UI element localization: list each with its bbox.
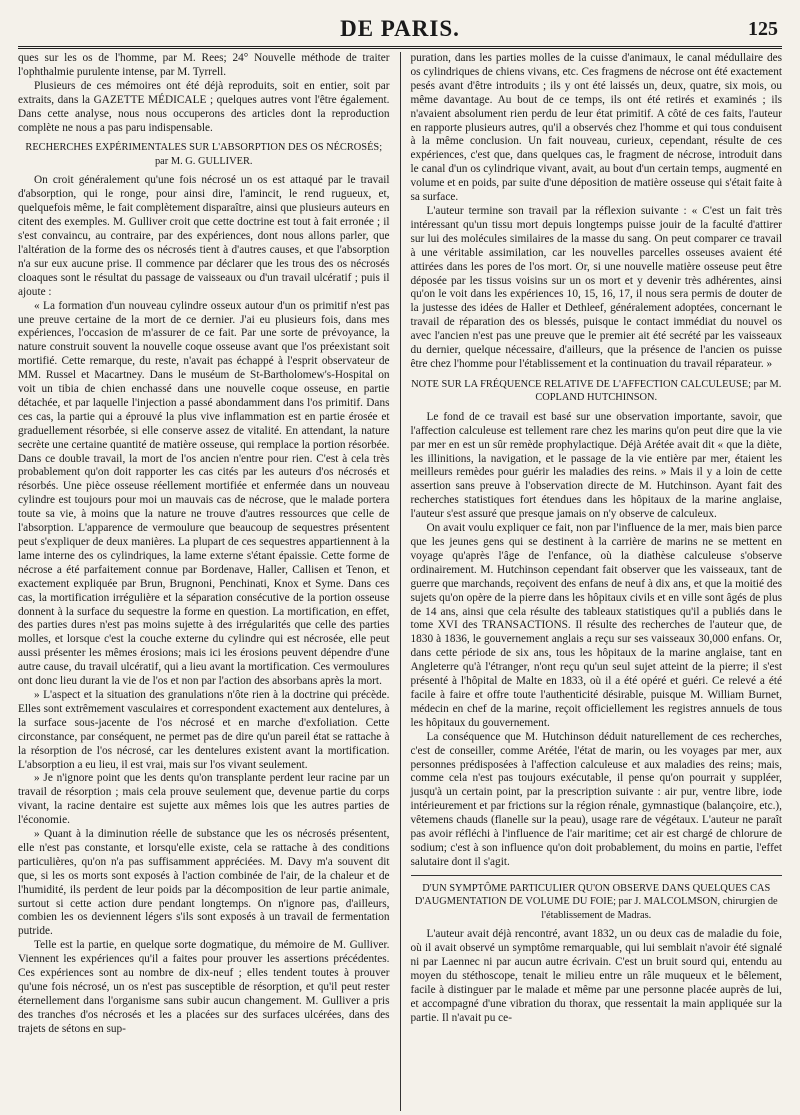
- page-header: [18, 10, 782, 49]
- paragraph: Plusieurs de ces mémoires ont été déjà reproduits, soit en entier, soit par extraits, dans la GAZETTE MÉDICALE ; quelques autres vont l'être également. Dans cette analyse, nous nous occuperons des articles dont la reproduction complète ne nous a pas paru indispensable.: [18, 79, 390, 134]
- paragraph: » Je n'ignore point que les dents qu'on transplante perdent leur racine par un travail de résorption ; mais cela prouve seulement que, devenue partie du corps vivant, la racine dentaire est sujette aux mêmes lois que les autres parties de l'économie.: [18, 772, 390, 827]
- text-columns: [18, 52, 782, 1111]
- paragraph: L'auteur termine son travail par la réflexion suivante : « C'est un fait très intéressant qu'un tissu mort depuis longtemps puisse jouir de la faculté d'attirer sur lui des molécules similaires de la masse du sang. On peut comparer ce travail à une véritable assimilation, car les nouvelles parcelles osseuses avaient été attirées dans les pores de l'os mort. Or, si une nouvelle matière osseuse peut être déposée par les tissus voisins sur un os mort et y devenir très adhérentes, ainsi qu'on le voit dans les expériences 10, 15, 16, 17, il nous sera permis de douter de la justesse des idées de Haller et Dethleef, généralement adoptées, concernant le travail de réparation des os blessés, puisque le contact immédiat du nouvel os avec l'ancien n'est pas une preuve que le premier ait été secrété par les vaisseaux du dernier, quelque nécessaire, d'ailleurs, que la présence de l'ancien os puisse être chez l'homme pour l'établissement et la continuation du travail réparateur. »: [410, 204, 782, 370]
- page-number: 125: [748, 18, 778, 40]
- divider: [411, 875, 783, 876]
- right-column: [400, 52, 783, 1111]
- paragraph: La conséquence que M. Hutchinson déduit naturellement de ces recherches, c'est de conseiller, comme Arétée, l'état de marin, ou les voyages par mer, aux personnes prédisposées à l'affection calculeuse et aux maladies des reins; mais, comme cela n'est pas toujours exécutable, il pense qu'on pourrait y suppléer, jusqu'à un certain point, par la prescription suivante : air pur, ventre libre, iode intérieurement et par frictions sur la région rénale, gymnastique (balançoire, etc.), vêtemens chauds (flanelle sur la peau), usage rare de végétaux. L'auteur ne paraît pas avoir réfléchi à l'influence de l'air maritime; cet air est chargé de chlorure de sodium; c'est à son influence qu'on doit probablement, du moins en partie, l'effet salutaire dont il s'agit.: [410, 730, 782, 868]
- paragraph: L'auteur avait déjà rencontré, avant 1832, un ou deux cas de maladie du foie, où il avait observé un symptôme remarquable, qui lui semblait n'avoir été signalé ni par Laennec ni par aucun autre écrivain. C'est un bruit sourd qui, entendu au moyen du stéthoscope, tenait le milieu entre un râle muqueux et le bêlement, facile à distinguer par le malade et même par une personne placée auprès de lui, et accompagné d'une vibration du thorax, que ressentait la main appliquée sur la partie. Il n'avait pu ce-: [410, 928, 782, 1024]
- section-title: [411, 882, 783, 923]
- paragraph: On croit généralement qu'une fois nécrosé un os est attaqué par le travail d'absorption, qui le ronge, pour ainsi dire, l'amincit, le rend rugueux, et, quelquefois même, le fait complètement disparaître, ainsi que plusieurs auteurs en citent des exemples. M. Gulliver croit que cette doctrine est tout à fait erronée ; il s'est convaincu, au contraire, par des expériences, dont nous allons parler, que l'altération de la forme des os nécrosés tient à d'autres causes, et que l'absorption n'a sur eux aucune prise. Il commence par déclarer que les trous des os nécrosés cloaques sont le résultat du passage de vaisseaux ou d'un travail ulcératif ; puis il ajoute :: [18, 174, 390, 298]
- paragraph: Le fond de ce travail est basé sur une observation importante, savoir, que l'affection calculeuse est tellement rare chez les marins qu'on peut dire que la vie par mer en est un sûr remède prophylactique. Déjà Arétée avait dit « que la diète, les illinitions, la navigation, et le passage de la vie entière par mer, étaient les meilleurs remèdes pour guérir les maladies des reins. » Mais il y a loin de cette assertion sans preuve à l'observation directe de M. Hutchinson. Ayant fait des recherches statistiques fort étendues dans les hôpitaux de la marine anglaise, l'auteur s'est assuré que presque jamais on n'y observe de calculeux.: [410, 410, 782, 521]
- paragraph: » L'aspect et la situation des granulations n'ôte rien à la doctrine qui précède. Elles sont extrêmement vasculaires et correspondent exactement aux dentelures, à la surface sous-jacente de l'os nécrosé et en marche d'exfoliation. Cette circonstance, par conséquent, ne permet pas de dire qu'un pareil état se rattache à la résorption de l'os nécrosé, car les dentelures existent avant la mortification. L'absorption a eu lieu, il est vrai, mais sur l'os vivant seulement.: [18, 688, 390, 771]
- paragraph: » Quant à la diminution réelle de substance que les os nécrosés présentent, elle n'est pas constante, et lorsqu'elle existe, cela se rattache à des conditions particulières, qu'on n'a pas suffisamment appréciées. M. Davy m'a souvent dit que, si les os morts sont exposés à l'action combinée de l'air, de la chaleur et de l'humidité, ils perdent de leur poids par la décomposition de leur partie animale, surtout si cette action dure pendant longtemps. On n'ignore pas, d'ailleurs, combien les os deviennent légers s'ils sont exposés à un travail de fermentation putride.: [18, 828, 390, 938]
- paragraph: « La formation d'un nouveau cylindre osseux autour d'un os primitif n'est pas une preuve certaine de la mort de ce dernier. J'ai eu plusieurs fois, dans mes expériences, l'occasion de m'assurer de ce fait. Par une sorte de prévoyance, la nature construit souvent la nouvelle coque osseuse avant que l'os préexistant soit mortifié. Cette remarque, du reste, n'avait pas échappé à l'esprit observateur de MM. Russel et Macartney. Dans le muséum de St-Bartholomew's-Hospital on voit un tibia de chien enchassé dans une nouvelle coque osseuse, en partie détachée, et par laquelle l'injection a passé abondamment dans l'os primitif. Dans ces cas, la partie qui a éprouvé la plus vive inflammation est en partie érosée et graduellement résorbée, si elle conserve assez de vitalité. En attendant, la nature secrète une certaine quantité de matière osseuse, qui remplace la portion résorbée. Dans ce double travail, la mort de l'os ancien n'entre pour rien. C'est à cela très probablement qu'on doit rapporter les cas cités par les auteurs d'os nécrosés et résorbés. Une pièce osseuse réellement mortifiée et enfermée dans un nouveau cylindre est toujours pour moi un mauvais cas de nécrose, que le malade portera toute sa vie, à moins que la nature ne trouve d'autres ressources que celle de l'absorption. L'apparence de vermoulure que beaucoup de sequestres présentent peut s'expliquer de deux manières. La plupart de ces sequestres appartiennent à la lame interne des os cylindriques, la lame externe s'étant épaissie. Cette forme de nécrose a été parfaitement connue par Bordenave, Haller, Callisen et Tenon, et exactement expliquée par Brun, Brugnoni, Penchinati, Knox et Syme. Dans ces cas, la mortification irrégulière et la séparation consécutive de la portion osseuse donnent à la surface du sequestre la forme en question. La mortification, en effet, des parties dures n'est pas moins sujette à des irrégularités que celle des parties molles, et lorsque c'est la couche externe du cylindre qui est nécrosée, elle peut aussi présenter les mêmes érosions; mais ici les érosions peuvent dépendre d'une autre cause, du travail ulcératif, qui a lieu avant la mortification. Ces vermoulures ont donc lieu durant la vie de l'os et non par l'action des absorbans après la mort.: [18, 299, 390, 688]
- section-title-text: D'UN SYMPTÔME PARTICULIER QU'ON OBSERVE DANS QUELQUES CAS D'AUGMENTATION DE VOLUME DU FOIE; par J. MALCOLMSON, chirurgien de l'établissement de Madras.: [414, 882, 778, 921]
- paragraph: ques sur les os de l'homme, par M. Rees; 24° Nouvelle méthode de traiter l'ophthalmie purulente intense, par M. Tyrrell.: [18, 52, 390, 78]
- paragraph: puration, dans les parties molles de la cuisse d'animaux, le canal médullaire des os cylindriques de chiens vivans, etc. Ces fragmens de nécrose ont été exactement pesés avant d'être introduits ; ils y ont été laissés un, deux, quatre, six mois, ou même davantage. Au bout de ce temps, ils ont été retirés et examinés ; ils n'avaient absolument rien perdu de leur état primitif. A côté de ces faits, l'auteur en rapporte plusieurs autres, qu'il a observés chez l'homme et qui tous conduisent à la même conclusion. Un fait nouveau, curieux, cependant, résulte de ces expériences, c'est que, dans quelques cas, le fragment de nécrose, introduit dans le canal d'un os cylindrique vivant, avait, au bout d'un certain temps, augmenté en volume et en poids, par suite d'une déposition de matière osseuse qui s'était faite à sa surface.: [410, 52, 782, 204]
- section-title: [18, 141, 390, 168]
- paragraph: On avait voulu expliquer ce fait, non par l'influence de la mer, mais bien parce que les jeunes gens qui se destinent à la carrière de marins ne se mettent en voyage qu'après l'âge de l'enfance, où la diathèse calculeuse s'observe ordinairement. M. Hutchinson cependant fait observer que les vaisseaux, tant de guerre que marchands, reçoivent des enfans de neuf à dix ans, et que la moitié des sujets qu'on opère de la pierre dans les hôpitaux civils et en ville sont âgés de plus de 14 ans, ainsi que cela résulte des tableaux statistiques qu'il a publiés dans le tome XVI des TRANSACTIONS. Il résulte des recherches de l'auteur que, de 1830 à 1836, le gouvernement anglais a reçu sur ses vaisseaux 30,000 enfans. Or, dans cette période de six ans, tous les hôpitaux de la marine anglaise, tant en Angleterre qu'à l'étranger, n'ont reçu qu'un seul sujet atteint de la pierre; il s'est présenté à l'hôpital de Malte en 1833, où il a été opéré et guéri. Ce relevé a été facile à faire et offre toute l'authenticité désirable, puisque M. William Burnet, médecin en chef de la marine, reçoit officiellement les registres annuels de tous les hôpitaux du gouvernement.: [410, 522, 782, 729]
- paragraph: Telle est la partie, en quelque sorte dogmatique, du mémoire de M. Gulliver. Viennent les expériences qu'il a faites pour prouver les assertions précédentes. Ces expériences sont au nombre de dix-neuf ; elles tendent toutes à prouver qu'une fois nécrosé, un os n'est pas susceptible de résorption, et qu'il peut rester éternellement dans l'organisme sans subir aucun changement. M. Gulliver a pris des tranches d'os nécrosés et les a placées sur des surfaces ulcérées, dans des trajets de sétons en sup-: [18, 939, 390, 1035]
- page-title: DE PARIS.: [340, 16, 460, 41]
- section-title-text: NOTE SUR LA FRÉQUENCE RELATIVE DE L'AFFECTION CALCULEUSE; par M. COPLAND HUTCHINSON.: [411, 378, 782, 404]
- section-title-text: RECHERCHES EXPÉRIMENTALES SUR L'ABSORPTION DES OS NÉCROSÉS; par M. G. GULLIVER.: [25, 142, 383, 167]
- section-title: [411, 378, 783, 405]
- left-column: [18, 52, 400, 1111]
